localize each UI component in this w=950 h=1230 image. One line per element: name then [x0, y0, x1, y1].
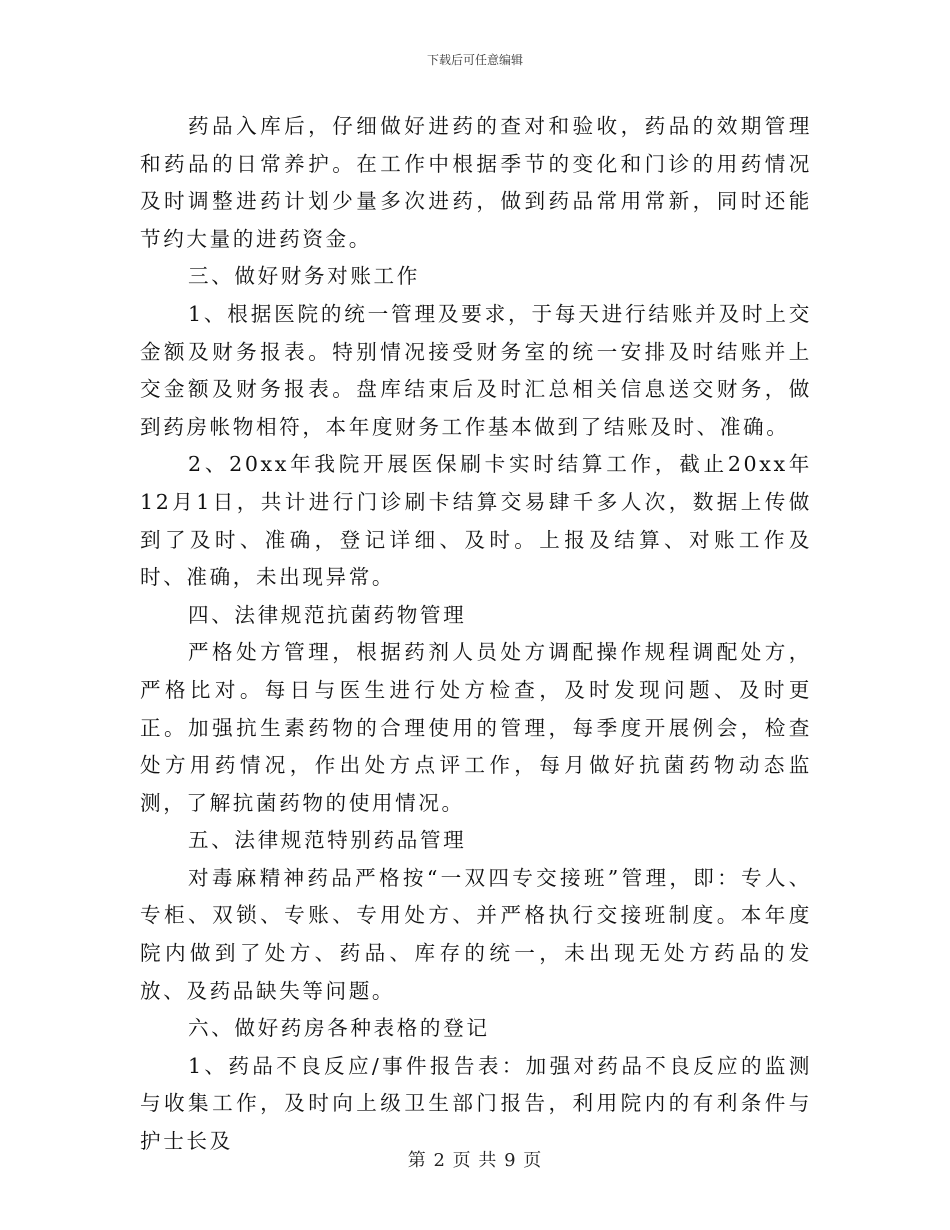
section-heading-antibacterial: 四、法律规范抗菌药物管理: [188, 602, 467, 627]
section-heading-finance: 三、做好财务对账工作: [188, 264, 420, 289]
page-header-note: 下载后可任意编辑: [426, 53, 523, 67]
paragraph-adverse-reaction: 1、药品不良反应/事件报告表：加强对药品不良反应的监测与收集工作，及时向上级卫生部门报告，利用院内的有利条件与护士长及: [140, 1053, 812, 1154]
paragraph-antibacterial: 严格处方管理，根据药剂人员处方调配操作规程调配处方，严格比对。每日与医生进行处方检查，及时发现问题、及时更正。加强抗生素药物的合理使用的管理，每季度开展例会，检查处方用药情况，作出处方点评工作，每月做好抗菌药物动态监测，了解抗菌药物的使用情况。: [140, 640, 812, 815]
page-number-footer: 第 2 页 共 9 页: [407, 1150, 543, 1171]
document-body: [140, 108, 812, 1161]
section-heading-forms: 六、做好药房各种表格的登记: [188, 1016, 490, 1041]
section-heading-special-drugs: 五、法律规范特别药品管理: [188, 828, 467, 853]
paragraph-special-drugs: 对毒麻精神药品严格按“一双四专交接班”管理，即：专人、专柜、双锁、专账、专用处方、并严格执行交接班制度。本年度院内做到了处方、药品、库存的统一，未出现无处方药品的发放、及药品缺失等问题。: [140, 865, 812, 1003]
paragraph-drug-storage: 药品入库后，仔细做好进药的查对和验收，药品的效期管理和药品的日常养护。在工作中根据季节的变化和门诊的用药情况及时调整进药计划少量多次进药，做到药品常用常新，同时还能节约大量的进药资金。: [140, 114, 812, 251]
paragraph-finance-2: 2、20xx年我院开展医保刷卡实时结算工作，截止20xx年12月1日，共计进行门诊刷卡结算交易肆千多人次，数据上传做到了及时、准确，登记详细、及时。上报及结算、对账工作及时、准确，未出现异常。: [140, 452, 812, 590]
paragraph-finance-1: 1、根据医院的统一管理及要求，于每天进行结账并及时上交金额及财务报表。特别情况接受财务室的统一安排及时结账并上交金额及财务报表。盘库结束后及时汇总相关信息送交财务，做到药房帐物相符，本年度财务工作基本做到了结账及时、准确。: [140, 301, 812, 439]
